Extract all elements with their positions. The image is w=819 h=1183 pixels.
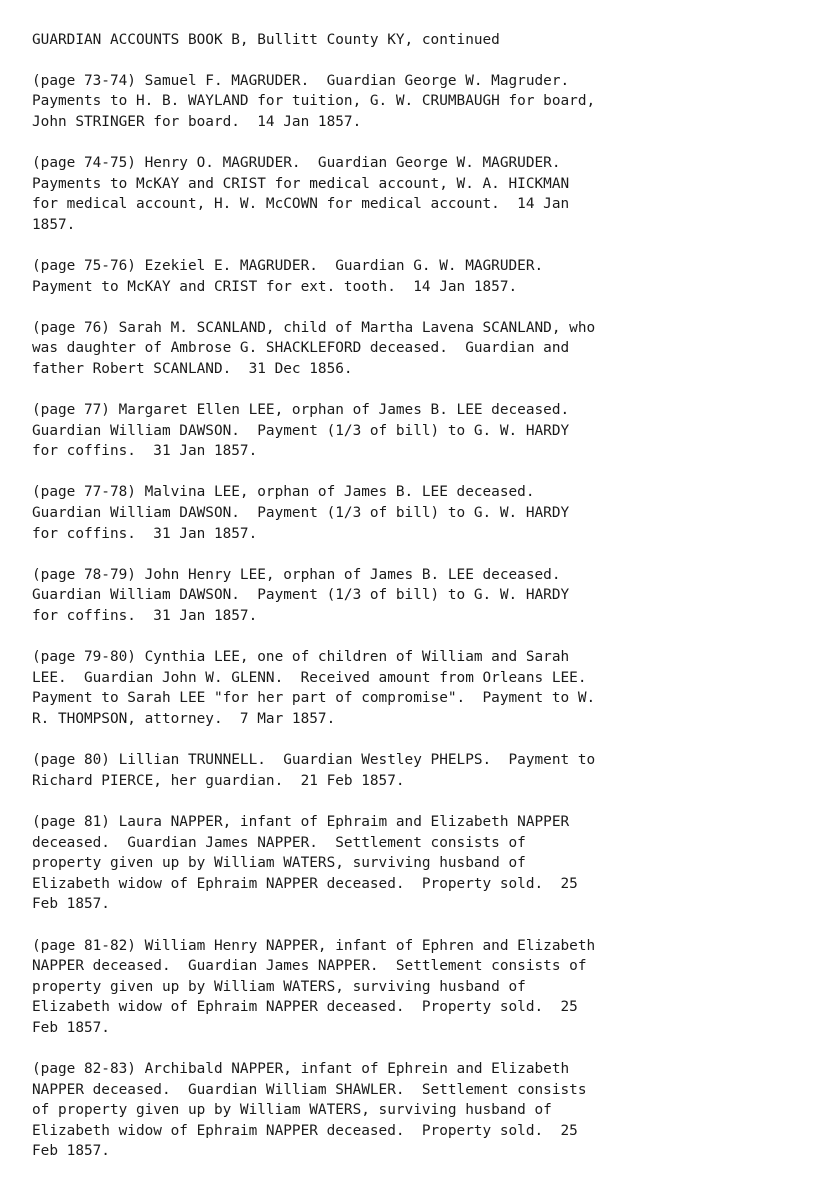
- entry-line: (page 75-76) Ezekiel E. MAGRUDER. Guardian G. W. MAGRUDER.: [32, 257, 544, 274]
- guardian-entry: [32, 153, 802, 235]
- entry-line: Feb 1857.: [32, 1019, 110, 1036]
- entry-line: John STRINGER for board. 14 Jan 1857.: [32, 113, 362, 130]
- entry-line: (page 74-75) Henry O. MAGRUDER. Guardian George W. MAGRUDER.: [32, 154, 561, 171]
- guardian-entry: [32, 71, 802, 133]
- entry-line: (page 82-83) Archibald NAPPER, infant of Ephrein and Elizabeth: [32, 1061, 570, 1078]
- entry-line: property given up by William WATERS, surviving husband of: [32, 978, 526, 995]
- guardian-entry: [32, 256, 802, 297]
- guardian-entry: [32, 565, 802, 627]
- entry-line: was daughter of Ambrose G. SHACKLEFORD deceased. Guardian and: [32, 340, 570, 357]
- guardian-entry: [32, 400, 802, 462]
- guardian-entry: [32, 482, 802, 544]
- guardian-entry: [32, 1059, 802, 1162]
- entry-line: Feb 1857.: [32, 1143, 110, 1160]
- guardian-entry: [32, 936, 802, 1039]
- entry-line: Richard PIERCE, her guardian. 21 Feb 1857.: [32, 772, 405, 789]
- entry-line: Payment to McKAY and CRIST for ext. tooth. 14 Jan 1857.: [32, 278, 518, 295]
- entry-line: (page 80) Lillian TRUNNELL. Guardian Westley PHELPS. Payment to: [32, 752, 596, 769]
- entry-line: for coffins. 31 Jan 1857.: [32, 443, 258, 460]
- entry-line: Payments to H. B. WAYLAND for tuition, G. W. CRUMBAUGH for board,: [32, 93, 596, 110]
- entry-line: for coffins. 31 Jan 1857.: [32, 525, 258, 542]
- entry-line: Guardian William DAWSON. Payment (1/3 of bill) to G. W. HARDY: [32, 587, 570, 604]
- entry-line: (page 81-82) William Henry NAPPER, infant of Ephren and Elizabeth: [32, 937, 596, 954]
- entry-line: Payments to McKAY and CRIST for medical account, W. A. HICKMAN: [32, 175, 570, 192]
- entry-line: Guardian William DAWSON. Payment (1/3 of bill) to G. W. HARDY: [32, 505, 570, 522]
- entry-line: deceased. Guardian James NAPPER. Settlement consists of: [32, 834, 526, 851]
- guardian-entry: [32, 647, 802, 729]
- entries-list: [32, 71, 802, 1162]
- entry-line: Payment to Sarah LEE "for her part of compromise". Payment to W.: [32, 690, 596, 707]
- entry-line: (page 81) Laura NAPPER, infant of Ephraim and Elizabeth NAPPER: [32, 813, 570, 830]
- entry-line: (page 79-80) Cynthia LEE, one of children of William and Sarah: [32, 649, 570, 666]
- entry-line: (page 76) Sarah M. SCANLAND, child of Martha Lavena SCANLAND, who: [32, 319, 596, 336]
- entry-line: Elizabeth widow of Ephraim NAPPER deceased. Property sold. 25: [32, 999, 578, 1016]
- entry-line: LEE. Guardian John W. GLENN. Received amount from Orleans LEE.: [32, 669, 587, 686]
- document-page: [32, 30, 802, 1183]
- entry-line: Feb 1857.: [32, 896, 110, 913]
- entry-line: father Robert SCANLAND. 31 Dec 1856.: [32, 360, 353, 377]
- entry-line: 1857.: [32, 216, 76, 233]
- entry-line: NAPPER deceased. Guardian James NAPPER. Settlement consists of: [32, 958, 587, 975]
- guardian-entry: [32, 750, 802, 791]
- entry-line: Guardian William DAWSON. Payment (1/3 of bill) to G. W. HARDY: [32, 422, 570, 439]
- entry-line: (page 78-79) John Henry LEE, orphan of James B. LEE deceased.: [32, 566, 561, 583]
- entry-line: for medical account, H. W. McCOWN for medical account. 14 Jan: [32, 196, 570, 213]
- guardian-entry: [32, 812, 802, 915]
- entry-line: property given up by William WATERS, surviving husband of: [32, 855, 526, 872]
- entry-line: for coffins. 31 Jan 1857.: [32, 608, 258, 625]
- entry-line: Elizabeth widow of Ephraim NAPPER deceased. Property sold. 25: [32, 1122, 578, 1139]
- entry-line: (page 73-74) Samuel F. MAGRUDER. Guardian George W. Magruder.: [32, 72, 570, 89]
- document-title: GUARDIAN ACCOUNTS BOOK B, Bullitt County KY, continued: [32, 32, 500, 48]
- entry-line: Elizabeth widow of Ephraim NAPPER deceased. Property sold. 25: [32, 875, 578, 892]
- entry-line: (page 77) Margaret Ellen LEE, orphan of James B. LEE deceased.: [32, 402, 570, 419]
- entry-line: R. THOMPSON, attorney. 7 Mar 1857.: [32, 711, 336, 727]
- entry-line: NAPPER deceased. Guardian William SHAWLER. Settlement consists: [32, 1081, 587, 1098]
- guardian-entry: [32, 318, 802, 380]
- entry-line: (page 77-78) Malvina LEE, orphan of James B. LEE deceased.: [32, 484, 535, 501]
- entry-line: of property given up by William WATERS, surviving husband of: [32, 1102, 552, 1119]
